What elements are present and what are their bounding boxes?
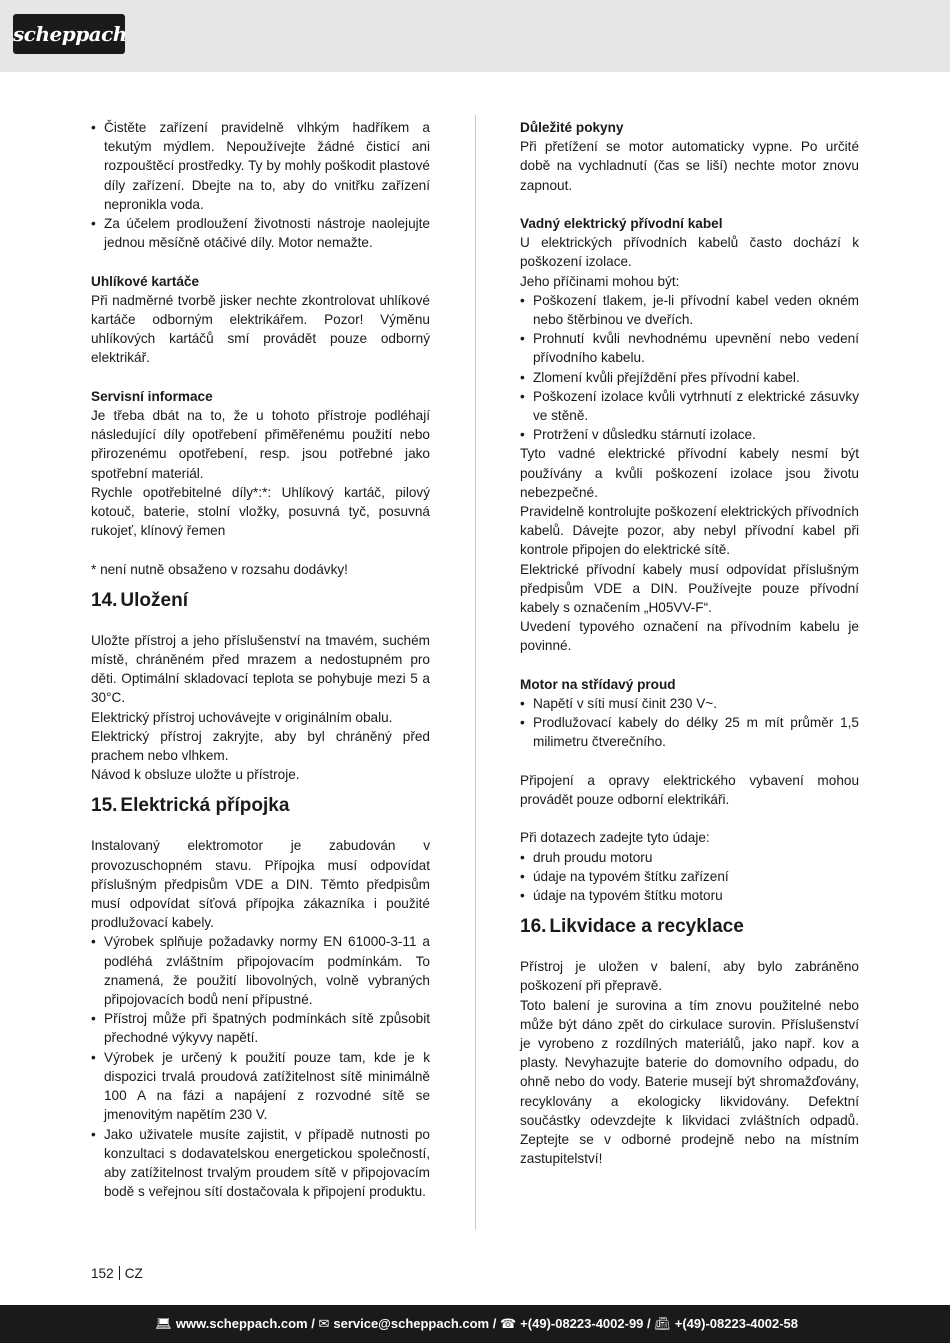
cable-text: Tyto vadné elektrické přívodní kabely nesmí být používány a kvůli poškození izolace jsou životu nebezpečné. <box>520 446 859 500</box>
list-item: • Jako uživatele musíte zajistit, v případě nutnosti po konzultaci s dodavatelskou energetickou společností, aby zatížitelnost trvalým proudem sítě v připojovacím bodě s veřejnou sítí dostačovala k připojení produktu. <box>91 1125 430 1202</box>
page-separator <box>119 1266 120 1280</box>
list-item: • Výrobek je určený k použití pouze tam, kde je k dispozici trvalá proudová zatížitelnost sítě minimálně 100 A na fázi a napájení z rozvodné sítě se jmenovitým napětím 230 V. <box>91 1048 430 1125</box>
list-item: • Prohnutí kvůli nevhodnému upevnění nebo vedení přívodního kabelu. <box>520 329 859 367</box>
service-parts-text: Rychle opotřebitelné díly*:*: Uhlíkový kartáč, pilový kotouč, baterie, stolní vložky, posuvná tyč, posuvná rukojeť, klínový řemen <box>91 484 430 539</box>
cable-causes-list <box>520 291 859 445</box>
ac-motor-text: Při dotazech zadejte tyto údaje: <box>520 830 710 846</box>
list-item: • údaje na typovém štítku zařízení <box>520 867 859 886</box>
footer-email[interactable]: service@scheppach.com / <box>333 1316 497 1331</box>
column-divider <box>475 115 476 1230</box>
footer-fax: +(49)-08223-4002-58 <box>674 1316 798 1331</box>
list-item: • Čistěte zařízení pravidelně vlhkým hadříkem a tekutým mýdlem. Nepoužívejte žádné čisticí ani rozpouštěcí prostředky. Ty by mohly poškodit plastové díly zařízení. Dbejte na to, aby do vnitřku zařízení nepronikla voda. <box>91 118 430 214</box>
cable-text: Pravidelně kontrolujte poškození elektrických přívodních kabelů. Dávejte pozor, aby nebyl přívodní kabel při kontrole připojen do elektrické sítě. <box>520 504 859 558</box>
footer-bar <box>0 1305 950 1343</box>
important-notes-heading: Důležité pokyny <box>520 120 624 135</box>
section-number: 16. <box>520 916 547 938</box>
footer-phone: +(49)-08223-4002-99 / <box>520 1316 651 1331</box>
service-info-heading: Servisní informace <box>91 388 213 404</box>
section-title: Uložení <box>120 589 188 611</box>
cable-text: Uvedení typového označení na přívodním kabelu je povinné. <box>520 619 859 654</box>
cable-text: U elektrických přívodních kabelů často dochází k poškození izolace. <box>520 235 859 270</box>
storage-text: Elektrický přístroj uchovávejte v originálním obalu. <box>91 709 393 725</box>
list-item: • Napětí v síti musí činit 230 V~. <box>520 694 859 713</box>
page-language: CZ <box>124 1266 143 1281</box>
ac-motor-text: Připojení a opravy elektrického vybavení mohou provádět pouze odborní elektrikáři. <box>520 772 859 808</box>
page-number-value: 152 <box>91 1266 114 1281</box>
section-title: Elektrická přípojka <box>120 795 290 817</box>
defective-cable-heading: Vadný elektrický přívodní kabel <box>520 216 723 231</box>
service-note: * není nutně obsaženo v rozsahu dodávky! <box>91 561 348 577</box>
service-info-text: Je třeba dbát na to, že u tohoto přístroje podléhají následující díly opotřebení přiměřenému použití nebo přirozenému opotřebení, resp. jsou potřebné jako spotřební materiál. <box>91 408 430 481</box>
phone-icon: ☎︎ <box>499 1316 517 1331</box>
electrical-connection-text: Instalovaný elektromotor je zabudován v provozuschopném stavu. Přípojka musí odpovídat příslušným předpisům VDE a DIN. Těmto předpisům musí odpovídat síťová přípojka zákazníka i použité prodlužovací kabely. <box>91 838 430 931</box>
list-item: • Prodlužovací kabely do délky 25 m mít průměr 1,5 milimetru čtverečního. <box>520 713 859 751</box>
cable-text: Elektrické přívodní kabely musí odpovídat příslušným předpisům VDE a DIN. Používejte pouze přívodní kabely s označením „H05VV-F“. <box>520 561 859 616</box>
section-title: Likvidace a recyklace <box>549 916 744 938</box>
list-item: • Za účelem prodloužení životnosti nástroje naolejujte jednou měsíčně otáčivé díly. Motor nemažte. <box>91 214 430 252</box>
list-item: • Poškození izolace kvůli vytrhnutí z elektrické zásuvky ve stěně. <box>520 387 859 425</box>
footer-website[interactable]: www.scheppach.com / <box>175 1316 315 1331</box>
disposal-text: Toto balení je surovina a tím znovu použitelné nebo může být dáno zpět do cirkulace surovin. Příslušenství je vyrobeno z rozdílných materiálů, jako např. kov a plasty. Nevyhazujte baterie do domovního odpadu, do ohně nebo do vody. Baterie musejí být shromažďovány, recyklovány a ekologicky likvidovány. Defektní součástky odevzdejte k likvidaci zvláštních odpadů. Zeptejte se v odborné prodejně nebo na místním zastupitelství! <box>520 997 859 1167</box>
section-15-heading <box>91 794 430 818</box>
carbon-brushes-heading: Uhlíkové kartáče <box>91 273 200 289</box>
section-number: 15. <box>91 795 118 817</box>
page-number <box>91 1266 143 1281</box>
ac-motor-list <box>520 694 859 752</box>
ac-motor-heading: Motor na střídavý proud <box>520 676 676 692</box>
list-item: • Přístroj může při špatných podmínkách sítě způsobit přechodné výkyvy napětí. <box>91 1009 430 1047</box>
scheppach-logo: scheppach <box>13 14 125 54</box>
computer-icon: 💻︎ <box>155 1316 172 1331</box>
inquiry-data-list <box>520 848 859 906</box>
storage-text: Návod k obsluze uložte u přístroje. <box>91 767 300 783</box>
list-item: • údaje na typovém štítku motoru <box>520 886 859 905</box>
carbon-brushes-text: Při nadměrné tvorbě jisker nechte zkontrolovat uhlíkové kartáče odborným elektrikářem. Pozor! Výměnu uhlíkových kartáčů smí provádět pouze odborný elektrikář. <box>91 292 430 366</box>
storage-text: Elektrický přístroj zakryjte, aby byl chráněný před prachem nebo vlhkem. <box>91 728 430 764</box>
electrical-connection-list <box>91 932 430 1201</box>
section-number: 14. <box>91 589 118 611</box>
list-item: • Výrobek splňuje požadavky normy EN 61000-3-11 a podléhá zvláštním připojovacím podmínkám. To znamená, že použití libovolných, volně vybraných připojovacích bodů není přípustné. <box>91 932 430 1009</box>
list-item: • druh proudu motoru <box>520 848 859 867</box>
important-notes-text: Při přetížení se motor automaticky vypne. Po určité době na vychladnutí (čas se liší) nechte motor znovu zapnout. <box>520 139 859 193</box>
footer-contacts <box>155 1316 798 1332</box>
disposal-text: Přístroj je uložen v balení, aby bylo zabráněno poškození při přepravě. <box>520 959 859 994</box>
section-16-heading <box>520 915 859 939</box>
storage-text: Uložte přístroj a jeho příslušenství na tmavém, suchém místě, chráněném před mrazem a nedostupném pro děti. Optimální skladovací teplota se pohybuje mezi 5 a 30°C. <box>91 632 430 706</box>
list-item: • Protržení v důsledku stárnutí izolace. <box>520 425 859 444</box>
cleaning-list <box>91 118 430 252</box>
left-column <box>91 118 430 1201</box>
cable-text: Jeho příčinami mohou být: <box>520 273 680 289</box>
fax-icon: 📠︎ <box>654 1316 671 1331</box>
mail-icon: ✉︎ <box>318 1316 330 1331</box>
section-14-heading <box>91 589 430 613</box>
right-column <box>520 118 859 1169</box>
list-item: • Zlomení kvůli přejíždění přes přívodní kabel. <box>520 368 859 387</box>
header-band <box>0 0 950 72</box>
list-item: • Poškození tlakem, je-li přívodní kabel veden okném nebo štěrbinou ve dveřích. <box>520 291 859 329</box>
